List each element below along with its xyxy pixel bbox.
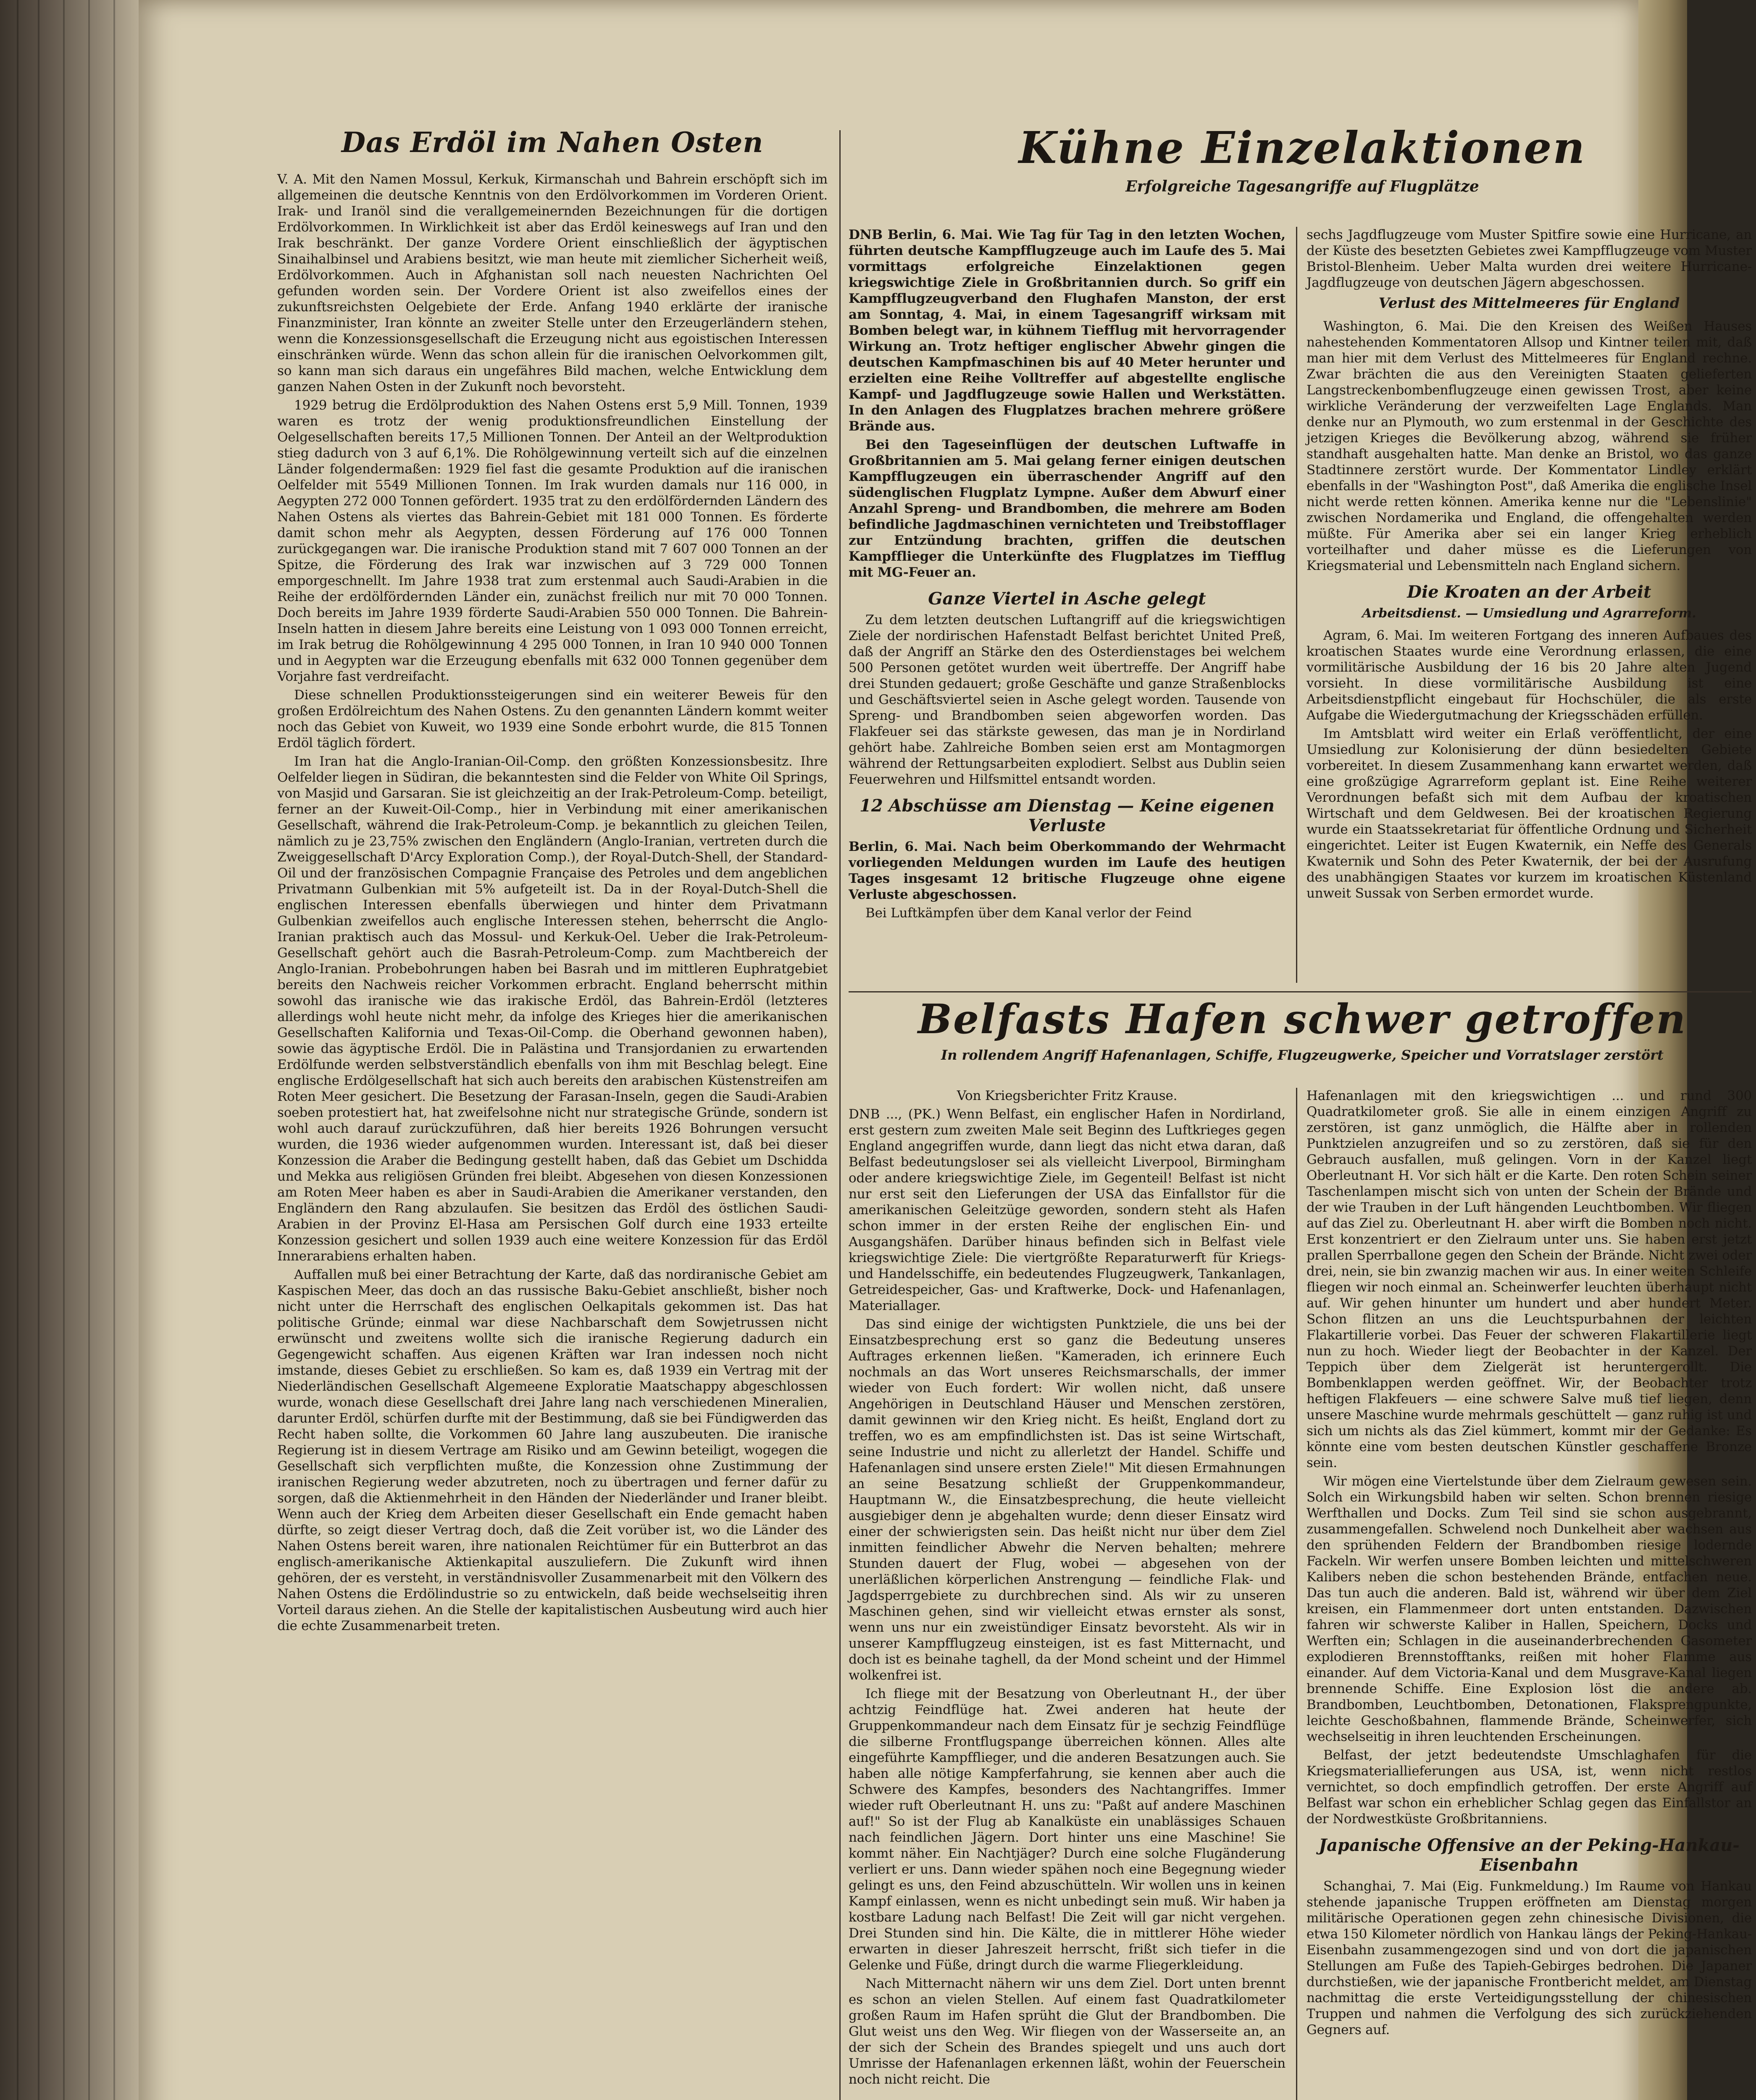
- left-article-paragraph: V. A. Mit den Namen Mossul, Kerkuk, Kirmanschah und Bahrein erschöpft sich im allgemeinen die deutsche Kenntnis von den Erdölvorkommen im Vorderen Orient. Irak- und Iranöl sind die verallgemeinernden Bezeichnungen für die dortigen Erdölvorkommen. In Wirklichkeit ist aber das Erdöl keineswegs auf Iran und den Irak beschränkt. Der ganze Vordere Orient einschließlich der ägyptischen Sinaihalbinsel und Arabiens besitzt, wie man heute mit ziemlicher Sicherheit weiß, Erdölvorkommen. Auch in Afghanistan soll nach neuesten Nachrichten Oel gefunden worden sein. Der Vordere Orient ist also zweifellos eines der zukunftsreichsten Oelgebiete der Erde. Anfang 1940 erklärte der iranische Finanzminister, Iran könnte an zweiter Stelle unter den Erzeugerländern stehen, wenn die Konzessionsgesellschaft die Erzeugung nicht aus egoistischen Interessen einschränken würde. Wenn das schon allein für die iranischen Oelvorkommen gilt, so kann man sich daraus ein ungefähres Bild machen, welche Entwicklung dem ganzen Nahen Osten in der Zukunft noch bevorsteht.: [277, 172, 828, 394]
- left-article-paragraph: 1929 betrug die Erdölproduktion des Nahen Ostens erst 5,9 Mill. Tonnen, 1939 waren es trotz der wenig produktionsfreundlichen Einstellung der Oelgesellschaften bereits 17,5 Millionen Tonnen. Der Anteil an der Weltproduktion stieg dadurch von 3 auf 6,1%. Die Rohölgewinnung verteilt sich auf die einzelnen Länder folgendermaßen: 1929 fiel fast die gesamte Produktion auf die iranischen Oelfelder mit 5549 Millionen Tonnen. Im Irak wurden damals nur 116 000, in Aegypten 272 000 Tonnen gefördert. 1935 trat zu den erdölfördernden Ländern des Nahen Ostens als viertes das Bahrein-Gebiet mit 181 000 Tonnen. Es förderte damit schon mehr als Aegypten, dessen Förderung auf 176 000 Tonnen zurückgegangen war. Die iranische Produktion stand mit 7 607 000 Tonnen an der Spitze, die Förderung des Irak war inzwischen auf 3 729 000 Tonnen emporgeschnellt. Im Jahre 1938 trat zum erstenmal auch Saudi-Arabien in die Reihe der erdölfördernden Länder ein, zunächst freilich nur mit 70 000 Tonnen. Doch bereits im Jahre 1939 förderte Saudi-Arabien 550 000 Tonnen. Die Bahrein-Inseln hatten in diesem Jahre bereits eine Leistung von 1 093 000 Tonnen erreicht, im Irak betrug die Rohölgewinnung 4 295 000 Tonnen, in Iran 10 940 000 Tonnen und in Aegypten war die Erzeugung ebenfalls mit 632 000 Tonnen gegenüber dem Vorjahre fast verdreifacht.: [277, 398, 828, 684]
- belfast-byline: Von Kriegsberichter Fritz Krause.: [957, 1088, 1178, 1103]
- belfast-paragraph: Nach Mitternacht nähern wir uns dem Ziel. Dort unten brennt es schon an vielen Stellen. Auf einem fast Quadratkilometer großen Raum im Hafen sprüht die Glut der Brandbomben. Die Glut weist uns den Weg. Wir fliegen von der Wasserseite an, an der sich der Schein des Brandes spiegelt und uns auch dort Umrisse der Hafenanlagen erkennen läßt, wohin der Feuerschein noch nicht reicht. Die: [849, 1976, 1285, 2087]
- second-headline-subtitle: In rollendem Angriff Hafenanlagen, Schiffe, Flugzeugwerke, Speicher und Vorratslager zerstört: [941, 1047, 1664, 1063]
- belfast-paragraph: Das sind einige der wichtigsten Punktziele, die uns bei der Einsatzbesprechung erst so ganz die Bedeutung unseres Auftrages erkennen ließen. "Kameraden, ich erinnere Euch nochmals an das Wort unseres Reichsmarschalls, der immer wieder von Euch fordert: Wir wollen nicht, daß unsere Angehörigen in Deutschland Häuser und Menschen zerstören, damit gewinnen wir den Krieg nicht. Es heißt, England dort zu treffen, wo es am empfindlichsten ist. Das ist seine Wirtschaft, seine Industrie und nicht zu allerletzt der Handel. Schiffe und Hafenanlagen sind unsere ersten Ziele!" Mit diesen Ermahnungen an seine Besatzung schließt der Gruppenkommandeur, Hauptmann W., die Einsatzbesprechung, die heute vielleicht ausgiebiger denn je abgehalten wurde; denn dieser Einsatz wird einer der schwierigsten sein. Das heißt nicht nur über dem Ziel inmitten feindlicher Abwehr die Nerven behalten; mehrere Stunden dauert der Flug, wobei — abgesehen von der unerläßlichen körperlichen Anstrengung — feindliche Flak- und Jagdsperrgebiete zu durchbrechen sind. Als wir zu unseren Maschinen gehen, sind wir vielleicht etwas ernster als sonst, wenn uns nur ein zweistündiger Einsatz bevorsteht. Als wir in unserer Kampfflugzeug einsteigen, ist es fast Mitternacht, und doch ist es beinahe taghell, da der Mond scheint und der Himmel wolkenfrei ist.: [849, 1317, 1285, 1683]
- left-article-title: Das Erdöl im Nahen Osten: [341, 126, 764, 159]
- left-article-paragraph: Diese schnellen Produktionssteigerungen sind ein weiterer Beweis für den großen Erdölreichtum des Nahen Ostens. Zu den genannten Ländern kommt weiter noch das Gebiet von Kuweit, wo 1939 eine Sonde erbohrt wurde, die 815 Tonnen Erdöl täglich fördert.: [277, 688, 828, 751]
- column-rule: [1296, 227, 1297, 983]
- middle-paragraph: DNB Berlin, 6. Mai. Wie Tag für Tag in den letzten Wochen, führten deutsche Kampfflugzeuge auch im Laufe des 5. Mai vormittags erfolgreiche Einzelaktionen gegen kriegswichtige Ziele in Großbritannien durch. So griff ein Kampfflugzeugverband den Flughafen Manston, der erst am Sonntag, 4. Mai, in einem Tagesangriff wirksam mit Bomben belegt war, in kühnem Tiefflug mit hervorragender Wirkung an. Trotz heftiger englischer Abwehr gingen die deutschen Kampfmaschinen bis auf 40 Meter herunter und erzielten eine Reihe Volltreffer auf abgestellte englische Kampf- und Jagdflugzeuge sowie Hallen und Werkstätten. In den Anlagen des Flugplatzes brachen mehrere größere Brände aus.: [849, 227, 1285, 434]
- middle-column: [849, 227, 1285, 991]
- column-rule: [839, 130, 841, 2100]
- belfast-subheadline: Japanische Offensive an der Peking-Hankau-Eisenbahn: [1319, 1835, 1740, 1875]
- second-headline-title: Belfasts Hafen schwer getroffen: [917, 995, 1687, 1043]
- right-subsubheadline: Arbeitsdienst. — Umsiedlung und Agrarreform.: [1362, 606, 1696, 621]
- middle-paragraph: Bei Luftkämpfen über dem Kanal verlor der Feind: [865, 906, 1192, 921]
- right-paragraph: Im Amtsblatt wird weiter ein Erlaß veröffentlicht, der eine Umsiedlung zur Kolonisierung der dünn besiedelten Gebiete vorbereitet. In diesem Zusammenhang kann erwartet werden, daß eine großzügige Agrarreform geplant ist. Eine Reihe weiterer Verordnungen befaßt sich mit dem Aufbau der kroatischen Wirtschaft und dem Geldwesen. Bei der kroatischen Regierung wurde ein Staatssekretariat für öffentliche Ordnung und Sicherheit eingerichtet. Leiter ist Eugen Kwaternik, ein Neffe des Generals Kwaternik und Sohn des Peter Kwaternik, der bei der Ausrufung des unabhängigen Staates vor kurzem im kroatischen Küstenland unweit Sussak von Serben ermordet wurde.: [1306, 726, 1752, 901]
- belfast-paragraph: Hafenanlagen mit den kriegswichtigen ... und rund 300 Quadratkilometer groß. Sie alle in einem einzigen Angriff zu zerstören, ist ganz unmöglich, die Hälfte aber in rollenden Punktzielen anzugreifen und so zu zerstören, daß sie für den Gebrauch ausfallen, muß gelingen. Vorn in der Kanzel liegt Oberleutnant H. Vor sich hält er die Karte. Den roten Schein seiner Taschenlampen mischt sich von unten der Schein der Brände und der wie Trauben in der Luft hängenden Leuchtbomben. Wir fliegen auf das Ziel zu. Oberleutnant H. aber wirft die Bomben noch nicht. Erst konzentriert er den Zielraum unter uns. Sie haben erst jetzt prallen Sperrballone gegen den Schein der Brände. Nicht zwei oder drei, nein, sie bin zwanzig machen wir aus. In einer weiten Schleife fliegen wir noch einmal an. Scheinwerfer leuchten überhaupt nicht auf. Wir gehen hinunter um hundert und aber hundert Meter. Schon flitzen an uns die Leuchtspurbahnen der leichten Flakartillerie vorbei. Das Feuer der schweren Flakartillerie liegt nun zu hoch. Wieder liegt der Beobachter in der Kanzel. Der Teppich über dem Zielgerät ist heruntergerollt. Die Bombenklappen werden geöffnet. Wir, der Beobachter trotz heftigen Flakfeuers — eine schwere Salve muß tief liegen, denn unsere Maschine wurde mehrmals geschüttelt — ganz ruhig ist und sich um nichts als das Ziel kümmert, kommt mir der Gedanke: Es könnte eine vom besten deutschen Künstler geschaffene Bronze sein.: [1306, 1088, 1752, 1470]
- second-headline: [849, 995, 1756, 1079]
- left-article: [277, 126, 828, 2100]
- right-subheadline: Verlust des Mittelmeeres für England: [1378, 295, 1680, 312]
- middle-paragraph: Bei den Tageseinflügen der deutschen Luftwaffe in Großbritannien am 5. Mai gelang ferner einigen deutschen Kampfflugzeugen ein überraschender Angriff auf den südenglischen Flugplatz Lympne. Außer dem Abwurf einer Anzahl Spreng- und Brandbomben, die mehrere am Boden befindliche Jagdmaschinen vernichteten und Treibstofflager zur Entzündung brachten, griffen die deutschen Kampfflieger die Unterkünfte des Flugplatzes im Tiefflug mit MG-Feuer an.: [849, 437, 1285, 580]
- main-headline-title: Kühne Einzelaktionen: [1018, 122, 1586, 173]
- main-headline-subtitle: Erfolgreiche Tagesangriffe auf Flugplätze: [1125, 178, 1479, 195]
- book-spine: [0, 0, 139, 2100]
- middle-paragraph: Zu dem letzten deutschen Luftangriff auf die kriegswichtigen Ziele der nordirischen Hafenstadt Belfast berichtet United Preß, daß der Angriff an Stärke den des Osterdienstages bei welchem 500 Personen getötet wurden weit übertreffe. Der Angriff habe drei Stunden gedauert; große Geschäfte und ganze Straßenblocks und Geschäftsviertel seien in Asche gelegt worden. Tausende von Spreng- und Brandbomben seien abgeworfen worden. Das Flakfeuer sei das stärkste gewesen, das man je in Nordirland gehört habe. Zahlreiche Bomben seien erst am Montagmorgen während der Rettungsarbeiten explodiert. Selbst aus Dublin seien Feuerwehren und Hilfsmittel entsandt worden.: [849, 612, 1285, 787]
- belfast-paragraph: DNB ..., (PK.) Wenn Belfast, ein englischer Hafen in Nordirland, erst gestern zum zweiten Male seit Beginn des Luftkrieges gegen England angegriffen wurde, dann liegt das nicht etwa daran, daß Belfast bedeutungsloser sei als vielleicht Liverpool, Birmingham oder andere kriegswichtige Ziele, im Gegenteil! Belfast ist nicht nur erst seit den Lieferungen der USA das Einfallstor für die amerikanischen Geleitzüge geworden, sondern steht als Hafen schon immer in der ersten Reihe der englischen Ein- und Ausgangshäfen. Darüber hinaus befinden sich in Belfast viele kriegswichtige Ziele: Die viertgrößte Reparaturwerft für Kriegs- und Handelsschiffe, ein bedeutendes Flugzeugwerk, Tankanlagen, Getreidespeicher, Gas- und Kraftwerke, Dock- und Hafenanlagen, Materiallager.: [849, 1107, 1285, 1313]
- middle-paragraph: Berlin, 6. Mai. Nach beim Oberkommando der Wehrmacht vorliegenden Meldungen wurden im Laufe des heutigen Tages insgesamt 12 britische Flugzeuge ohne eigene Verluste abgeschossen.: [849, 839, 1285, 902]
- right-subheadline: Die Kroaten an der Arbeit: [1407, 582, 1651, 602]
- column-rule: [1296, 1088, 1297, 2100]
- right-paragraph: sechs Jagdflugzeuge vom Muster Spitfire sowie eine Hurricane, an der Küste des besetzten Gebietes zwei Kampfflugzeuge vom Muster Bristol-Blenheim. Ueber Malta wurden drei weitere Hurricane-Jagdflugzeuge von deutschen Jägern abgeschossen.: [1306, 227, 1752, 290]
- belfast-column-2: [1306, 1088, 1752, 2100]
- middle-subheadline: Ganze Viertel in Asche gelegt: [928, 589, 1206, 609]
- left-article-paragraph: Im Iran hat die Anglo-Iranian-Oil-Comp. den größten Konzessionsbesitz. Ihre Oelfelder liegen in Südiran, die bekanntesten sind die Felder von White Oil Springs, von Masjid und Garsaran. Sie ist gleichzeitig an der Irak-Petroleum-Comp. beteiligt, ferner an der Kuweit-Oil-Comp., hier in Verbindung mit einer amerikanischen Gesellschaft, während die Irak-Petroleum-Comp. je bekanntlich zu gleichen Teilen, nämlich zu je 23,75% zwischen den Engländern (Anglo-Iranian, vertreten durch die Zweiggesellschaft D'Arcy Exploration Comp.), der Royal-Dutch-Shell, der Standard-Oil und der französischen Compagnie Française des Petroles und dem angeblichen Privatmann Gulbenkian mit 5% aufgeteilt ist. Da in der Royal-Dutch-Shell die englischen Interessen ebenfalls überwiegen und hinter dem Privatmann Gulbenkian zweifellos auch englische Interessen stehen, beherrscht die Anglo-Iranian praktisch auch das Mossul- und Kerkuk-Oel. Ueber die Irak-Petroleum-Gesellschaft gehört auch die Basrah-Petroleum-Comp. zum Machtbereich der Anglo-Iranian. Probebohrungen haben bei Basrah und im mittleren Euphratgebiet bereits den Nachweis reicher Vorkommen erbracht. England beherrscht mithin sowohl das iranische wie das irakische Erdöl, das Bahrein-Erdöl (letzteres allerdings wohl heute nicht mehr, da infolge des Krieges hier die amerikanischen Gesellschaften Kalifornia und Texas-Oil-Comp. die Oberhand gewonnen haben), sowie das ägyptische Erdöl. Die in Palästina und Transjordanien zu erwartenden Erdölfunde werden selbstverständlich ebenfalls von ihm mit Beschlag belegt. Eine englische Erdölgesellschaft hat sich auch bereits den arabischen Küstenstreifen am Roten Meer gesichert. Die Besetzung der Farasan-Inseln, gegen die Saudi-Arabien soeben protestiert hat, hat zweifelsohne nicht nur strategische Gründe, sondern ist wohl auch darauf zurückzuführen, daß hier bereits 1926 Bohrungen versucht wurden, die 1936 wieder aufgenommen wurden. Interessant ist, daß bei dieser Konzession die Araber die Bedingung gestellt haben, daß das Gebiet um Dschidda und Mekka aus religiösen Gründen frei bleibt. Abgesehen von diesen Konzessionen am Roten Meer haben es aber in Saudi-Arabien die Amerikaner verstanden, den Engländern den Rang abzulaufen. Sie besitzen das Erdöl des östlichen Saudi-Arabien in der Provinz El-Hasa am Persischen Golf durch eine 1933 erteilte Konzession gesichert und sollen 1939 auch eine weitere Konzession für das Erdöl Innerarabiens erhalten haben.: [277, 754, 828, 1264]
- right-column: [1306, 227, 1752, 991]
- belfast-paragraph: Belfast, der jetzt bedeutendste Umschlaghafen für die Kriegsmateriallieferungen aus USA, ist, wenn nicht restlos vernichtet, so doch empfindlich getroffen. Der erste Angriff auf Belfast war schon ein erheblicher Schlag gegen das Einfallstor an der Nordwestküste Großbritanniens.: [1306, 1748, 1752, 1827]
- left-article-paragraph: Auffallen muß bei einer Betrachtung der Karte, daß das nordiranische Gebiet am Kaspischen Meer, das doch an das russische Baku-Gebiet anschließt, bisher noch nicht unter die Herrschaft des englischen Oelkapitals gekommen ist. Das hat politische Gründe; einmal war diese Nachbarschaft dem Sowjetrussen nicht erwünscht und zweitens wollte sich die iranische Regierung dadurch ein Gegengewicht schaffen. Aus eigenen Kräften war Iran indessen noch nicht imstande, dieses Gebiet zu erschließen. So kam es, daß 1939 ein Vertrag mit der Niederländischen Gesellschaft Algemeene Exploratie Maatschappy abgeschlossen wurde, wonach diese Gesellschaft drei Jahre lang nach verschiedenen Mineralien, darunter Erdöl, schürfen durfte mit der Bestimmung, daß sie bei Fündigwerden das Recht haben sollte, die Vorkommen 60 Jahre lang auszubeuten. Die iranische Regierung ist in diesem Vertrage am Risiko und am Gewinn beteiligt, wogegen die Gesellschaft sich verpflichten mußte, die Konzession ohne Zustimmung der iranischen Regierung weder abzutreten, noch zu übertragen und ferner dafür zu sorgen, daß die Aktienmehrheit in den Händen der Niederländer und Iraner bleibt. Wenn auch der Krieg dem Arbeiten dieser Gesellschaft ein Ende gemacht haben dürfte, so zeigt dieser Vertrag doch, daß die Zeit vorüber ist, wo die Länder des Nahen Ostens bereit waren, ihre nationalen Reichtümer für ein Butterbrot an das englisch-amerikanische Aktienkapital auszuliefern. Die Zukunft wird ihnen gehören, der es versteht, in verständnisvoller Zusammenarbeit mit den Völkern des Nahen Ostens die Erdölindustrie so zu entwickeln, daß beide wechselseitig ihren Vorteil daraus ziehen. An die Stelle der kapitalistischen Ausbeutung wird auch hier die echte Zusammenarbeit treten.: [277, 1267, 828, 1633]
- newspaper-page: [139, 0, 1752, 2100]
- right-paragraph: Agram, 6. Mai. Im weiteren Fortgang des inneren Aufbaues des kroatischen Staates wurde eine Verordnung erlassen, die eine vormilitärische Ausbildung der 16 bis 20 Jahre alten Jugend vorsieht. In diese vormilitärische Ausbildung ist eine Arbeitsdienstpflicht eingebaut für Hochschüler, die als erste Aufgabe die Wiedergutmachung der Kriegsschäden erfüllen.: [1306, 628, 1752, 723]
- belfast-column-1: [849, 1088, 1285, 2100]
- belfast-paragraph: Schanghai, 7. Mai (Eig. Funkmeldung.) Im Raume von Hankau stehende japanische Truppen eröffneten am Dienstag morgen militärische Operationen gegen zehn chinesische Divisionen, die etwa 150 Kilometer nördlich von Hankau längs der Peking-Hankau-Eisenbahn zusammengezogen sind und von dort die japanischen Stellungen am Fuße des Tapieh-Gebirges bedrohen. Die Japaner durchstießen, wie der japanische Frontbericht meldet, am Dienstag nachmittag die erste Verteidigungsstellung der chinesischen Truppen und nahmen die Verfolgung des sich zurückziehenden Gegners auf.: [1306, 1879, 1752, 2037]
- main-headline: [849, 122, 1756, 218]
- section-rule: [849, 991, 1752, 992]
- right-paragraph: Washington, 6. Mai. Die den Kreisen des Weißen Hauses nahestehenden Kommentatoren Allsop und Kintner teilen mit, daß man hier mit dem Verlust des Mittelmeeres für England rechne. Zwar brächten die aus den Vereinigten Staaten gelieferten Langstreckenbombenflugzeuge einen gewissen Trost, aber keine wirkliche Veränderung der verzweifelten Lage Englands. Man denke nur an Plymouth, wo zum erstenmal in der Geschichte des jetzigen Krieges die Bevölkerung abzog, während sie früher standhaft ausgehalten hatte. Man denke an Bristol, wo das ganze Stadtinnere zerstört wurde. Der Kommentator Lindley erklärt ebenfalls in der "Washington Post", daß Amerika die englische Insel nicht werde retten können. Amerika kenne nur die "Lebenslinie" zwischen Nordamerika und England, die offengehalten werden müßte. Für Amerika aber sei ein langer Krieg erheblich vorteilhafter und daher müsse es die Lieferungen von Kriegsmaterial und Lebensmitteln nach England sichern.: [1306, 319, 1752, 573]
- belfast-paragraph: Wir mögen eine Viertelstunde über dem Zielraum gewesen sein. Solch ein Wirkungsbild haben wir selten. Schon brennen riesige Werfthallen und Docks. Zum Teil sind sie schon ausgebrannt, zusammengefallen. Schwelend noch Dunkelheit aber wachsen aus den sprühenden Feldern der Brandbomben riesige lodernde Fackeln. Wir werfen unsere Bomben leichten und mittelschweren Kalibers neben die schon bestehenden Brände, entfachen neue. Das tun auch die anderen. Bald ist, während wir über dem Ziel kreisen, ein Flammenmeer dort unten entstanden. Dazwischen fahren wir schwerste Kaliber in Hallen, Speichern, Docks und Werften ein; Schlagen in die auseinanderbrechenden Gasometer explodieren Brennstofftanks, reißen mit hoher Flamme aus einander. Auf dem Victoria-Kanal und dem Musgrave-Kanal liegen brennende Schiffe. Eine Explosion löst die andere ab. Brandbomben, Leuchtbomben, Detonationen, Flaksprengpunkte, leichte Geschoßbahnen, flammende Brände, Scheinwerfer, sich wechselseitig in ihren leuchtenden Erscheinungen.: [1306, 1474, 1752, 1744]
- belfast-paragraph: Ich fliege mit der Besatzung von Oberleutnant H., der über achtzig Feindflüge hat. Zwei anderen hat heute der Gruppenkommandeur nach dem Einsatz für je sechzig Feindflüge die silberne Frontflugspange überreichen können. Alles alte eingeführte Kampfflieger, und die anderen Besatzungen auch. Sie haben alle nötige Kampferfahrung, sie kennen aber auch die Schwere des Kampfes, besonders des Nachtangriffes. Immer wieder ruft Oberleutnant H. uns zu: "Paßt auf andere Maschinen auf!" So ist der Flug ab Kanalküste ein unablässiges Schauen nach feindlichen Jägern. Dort hinter uns eine Maschine! Sie kommt näher. Ein Nachtjäger? Durch eine solche Flugänderung verliert er uns. Dann wieder spähen noch eine Begegnung wieder gelingt es uns, den Feind abzuschütteln. Wir wollen uns in keinen Kampf einlassen, wenn es nicht unbedingt sein muß. Wir haben ja kostbare Ladung nach Belfast! Die Zeit will gar nicht vergehen. Drei Stunden sind hin. Die Kälte, die in mittlerer Höhe wieder erwarten in dieser Jahreszeit herrscht, frißt sich tiefer in die Gelenke und Füße, dringt durch die warme Fliegerkleidung.: [849, 1686, 1285, 1973]
- middle-subheadline: 12 Abschüsse am Dienstag — Keine eigenen Verluste: [859, 796, 1275, 835]
